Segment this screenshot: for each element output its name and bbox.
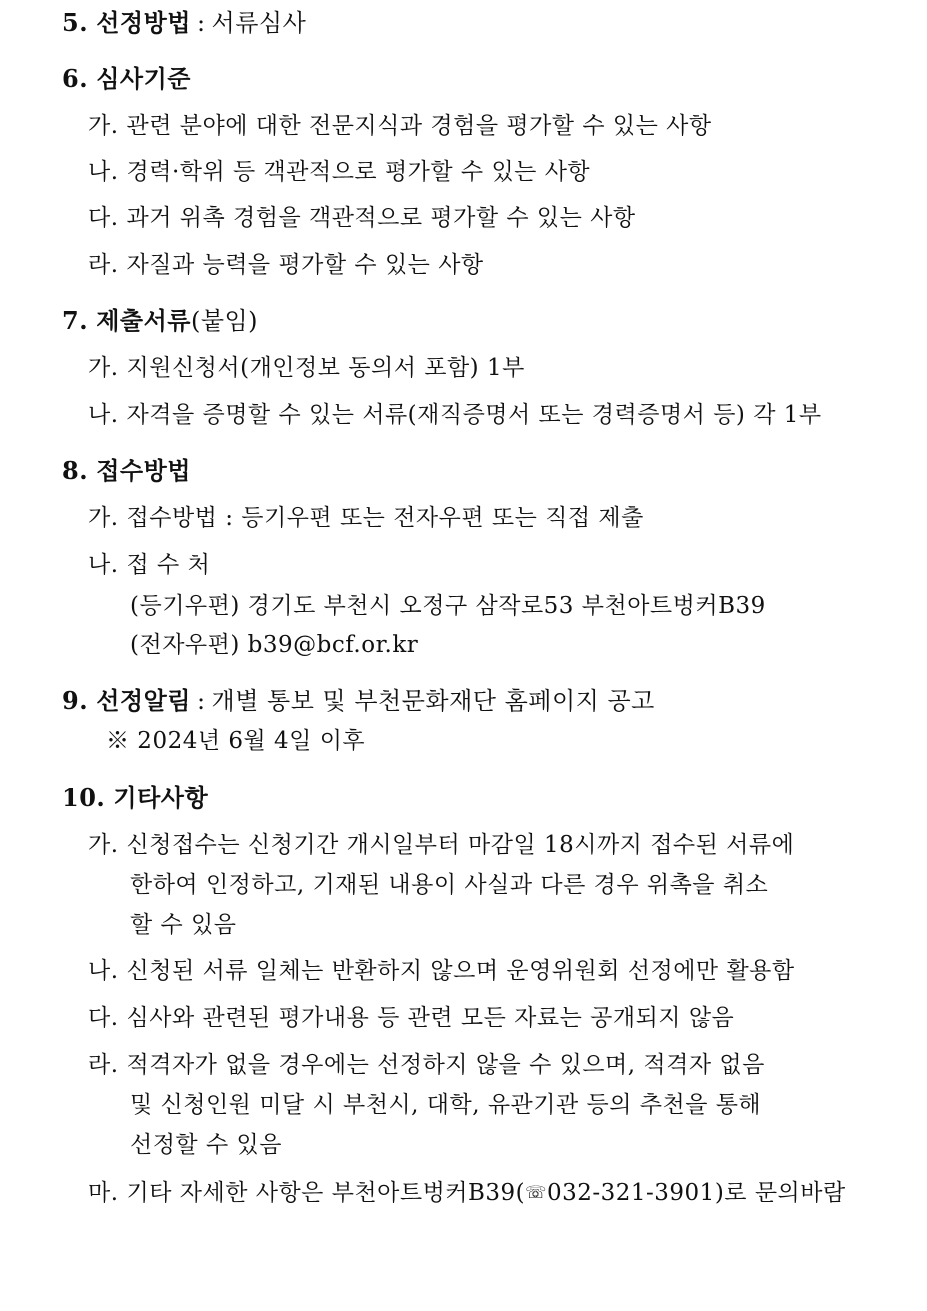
item-marker: 마. [88, 1180, 119, 1206]
section-title: 선정방법 [96, 8, 191, 37]
section-8-heading [62, 456, 191, 486]
item-marker: 라. [88, 1052, 119, 1078]
item-marker: 가. [88, 113, 119, 139]
item-text: 경력·학위 등 객관적으로 평가할 수 있는 사항 [126, 159, 591, 185]
list-item [88, 353, 525, 383]
list-item [88, 550, 210, 580]
item-text: 적격자가 없을 경우에는 선정하지 않을 수 있으며, 적격자 없음 [126, 1052, 765, 1078]
section-title: 심사기준 [96, 64, 191, 93]
section-number: 9. [62, 686, 89, 715]
item-text: 접수방법 : 등기우편 또는 전자우편 또는 직접 제출 [126, 505, 644, 531]
list-item [88, 157, 590, 187]
section-title: 기타사항 [113, 783, 209, 812]
section-6-heading [62, 64, 191, 94]
item-text: 신청접수는 신청기간 개시일부터 마감일 18시까지 접수된 서류에 [126, 832, 795, 858]
item-continuation: 선정할 수 있음 [130, 1132, 282, 1158]
item-marker: 가. [88, 355, 119, 381]
section-5-heading [62, 8, 306, 38]
item-continuation: 및 신청인원 미달 시 부천시, 대학, 유관기관 등의 추천을 통해 [130, 1092, 762, 1118]
item-marker: 나. [88, 402, 119, 428]
section-number: 7. [62, 306, 89, 335]
postal-address: (등기우편) 경기도 부천시 오정구 삼작로53 부천아트벙커B39 [130, 593, 766, 619]
item-marker: 나. [88, 958, 119, 984]
list-item [88, 203, 636, 233]
separator: : [196, 9, 206, 37]
item-text: 과거 위촉 경험을 객관적으로 평가할 수 있는 사항 [126, 205, 636, 231]
item-continuation: 할 수 있음 [130, 912, 237, 938]
list-item [88, 956, 795, 986]
section-value: 서류심사 [211, 9, 307, 37]
item-text: 지원신청서(개인정보 동의서 포함) 1부 [126, 355, 525, 381]
item-marker: 나. [88, 552, 119, 578]
list-item [88, 400, 822, 430]
section-number: 8. [62, 456, 89, 485]
section-title: 접수방법 [96, 456, 191, 485]
phone-icon: ☏ [525, 1183, 547, 1203]
section-7-heading [62, 306, 258, 336]
phone-number-text: 032-321-3901)로 문의바람 [546, 1180, 846, 1206]
list-item [88, 111, 712, 141]
section-9-heading [62, 686, 655, 716]
section-value: 개별 통보 및 부천문화재단 홈페이지 공고 [211, 687, 655, 715]
item-text: 자격을 증명할 수 있는 서류(재직증명서 또는 경력증명서 등) 각 1부 [126, 402, 822, 428]
item-continuation: 한하여 인정하고, 기재된 내용이 사실과 다른 경우 위촉을 취소 [130, 872, 769, 898]
item-marker: 다. [88, 205, 119, 231]
item-marker: 가. [88, 505, 119, 531]
item-marker: 라. [88, 252, 119, 278]
section-10-heading [62, 783, 208, 813]
item-text: 관련 분야에 대한 전문지식과 경험을 평가할 수 있는 사항 [126, 113, 712, 139]
item-text: 기타 자세한 사항은 부천아트벙커B39( [126, 1180, 526, 1206]
item-marker: 다. [88, 1005, 119, 1031]
item-text: 자질과 능력을 평가할 수 있는 사항 [126, 252, 484, 278]
section-title-suffix: (붙임) [190, 307, 259, 335]
email-address: (전자우편) b39@bcf.or.kr [130, 632, 419, 658]
list-item [88, 503, 644, 533]
list-item [88, 1178, 846, 1208]
list-item [88, 1050, 765, 1080]
section-number: 5. [62, 8, 89, 37]
item-text: 심사와 관련된 평가내용 등 관련 모든 자료는 공개되지 않음 [126, 1005, 735, 1031]
item-marker: 가. [88, 832, 119, 858]
item-text: 신청된 서류 일체는 반환하지 않으며 운영위원회 선정에만 활용함 [126, 958, 795, 984]
section-title: 선정알림 [96, 686, 191, 715]
separator: : [196, 687, 206, 715]
list-item [88, 250, 484, 280]
section-number: 10. [62, 783, 106, 812]
section-title: 제출서류 [96, 306, 191, 335]
list-item [88, 1003, 734, 1033]
item-text: 접 수 처 [126, 552, 211, 578]
section-number: 6. [62, 64, 89, 93]
item-marker: 나. [88, 159, 119, 185]
list-item [88, 830, 794, 860]
announcement-date-note: ※ 2024년 6월 4일 이후 [106, 728, 366, 754]
